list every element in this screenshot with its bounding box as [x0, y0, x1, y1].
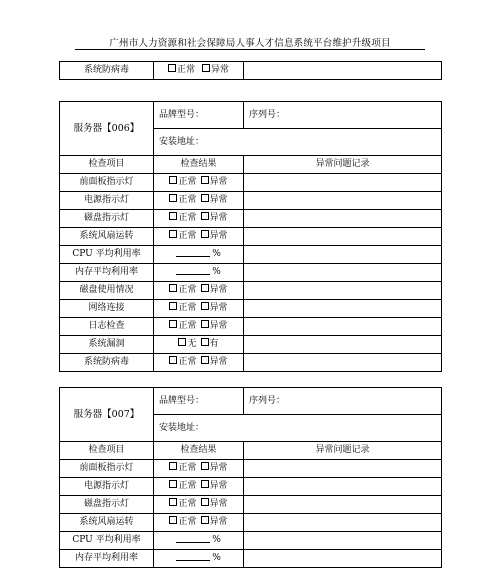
checkbox-icon[interactable] [169, 462, 177, 470]
server-table-006 [59, 101, 442, 372]
check-result-cell: 正常 异常 [154, 460, 244, 478]
issue-record-cell[interactable] [244, 282, 442, 300]
table-row [60, 300, 442, 318]
percent-blank[interactable] [176, 266, 210, 275]
table-row [60, 514, 442, 532]
install-address-field[interactable]: 安装地址： [154, 129, 442, 156]
check-result-cell: 正常 异常 [154, 174, 244, 192]
check-result-cell: % [154, 246, 244, 264]
issue-record-cell[interactable] [244, 174, 442, 192]
check-result-cell: % [154, 264, 244, 282]
check-item-label: CPU 平均利用率 [60, 246, 154, 264]
check-result-cell: 正常 异常 [154, 318, 244, 336]
checkbox-icon[interactable] [169, 176, 177, 184]
issue-record-cell[interactable] [244, 532, 442, 550]
checkbox-icon[interactable] [169, 284, 177, 292]
checkbox-icon[interactable] [201, 212, 209, 220]
col-header-result: 检查结果 [154, 156, 244, 174]
table-row [60, 282, 442, 300]
table-row [60, 496, 442, 514]
table-row [60, 210, 442, 228]
col-header-issue: 异常问题记录 [244, 156, 442, 174]
issue-record-cell[interactable] [244, 478, 442, 496]
table-row [60, 336, 442, 354]
checkbox-icon[interactable] [169, 516, 177, 524]
checkbox-icon[interactable] [201, 194, 209, 202]
check-result-cell: 正常 异常 [154, 300, 244, 318]
check-item-label: 内存平均利用率 [60, 550, 154, 568]
brand-model-field[interactable]: 品牌型号： [154, 102, 244, 129]
checkbox-icon[interactable] [201, 320, 209, 328]
table-row [60, 532, 442, 550]
checkbox-icon[interactable] [169, 230, 177, 238]
column-header-row [60, 156, 442, 174]
check-result-cell: 正常 异常 [154, 228, 244, 246]
checkbox-icon[interactable] [201, 302, 209, 310]
check-result-cell: % [154, 532, 244, 550]
issue-record-cell[interactable] [244, 460, 442, 478]
server-info-row [60, 388, 442, 415]
checkbox-icon[interactable] [201, 284, 209, 292]
check-item-label: 系统风扇运转 [60, 228, 154, 246]
check-item-label: 系统漏洞 [60, 336, 154, 354]
checkbox-icon[interactable] [169, 356, 177, 364]
check-item-label: 磁盘使用情况 [60, 282, 154, 300]
check-result-cell: 正常 异常 [154, 62, 244, 80]
checkbox-icon[interactable] [202, 64, 210, 72]
issue-record-cell[interactable] [244, 550, 442, 568]
col-header-issue: 异常问题记录 [244, 442, 442, 460]
check-result-cell: 正常 异常 [154, 192, 244, 210]
install-address-field[interactable]: 安装地址： [154, 415, 442, 442]
issue-record-cell[interactable] [244, 264, 442, 282]
page-header-title: 广州市人力资源和社会保障局人事人才信息系统平台维护升级项目 [109, 38, 391, 49]
checkbox-icon[interactable] [201, 176, 209, 184]
check-result-cell: 正常 异常 [154, 514, 244, 532]
check-result-cell: 正常 异常 [154, 210, 244, 228]
col-header-item: 检查项目 [60, 156, 154, 174]
percent-blank[interactable] [176, 552, 210, 561]
percent-blank[interactable] [176, 534, 210, 543]
table-row [60, 264, 442, 282]
check-result-cell: 正常 异常 [154, 478, 244, 496]
check-item-label: CPU 平均利用率 [60, 532, 154, 550]
percent-blank[interactable] [176, 248, 210, 257]
table-row [60, 318, 442, 336]
checkbox-icon[interactable] [178, 338, 186, 346]
column-header-row [60, 442, 442, 460]
checkbox-icon[interactable] [169, 302, 177, 310]
server-name: 服务器【006】 [60, 102, 154, 156]
check-item-label: 网络连接 [60, 300, 154, 318]
server-table-007 [59, 387, 442, 568]
checkbox-icon[interactable] [201, 230, 209, 238]
check-result-cell: 无 有 [154, 336, 244, 354]
issue-record-cell[interactable] [244, 336, 442, 354]
server-info-row [60, 102, 442, 129]
col-header-item: 检查项目 [60, 442, 154, 460]
serial-number-field[interactable]: 序列号： [244, 388, 442, 415]
table-row [60, 246, 442, 264]
table-row [60, 192, 442, 210]
check-item-label: 系统风扇运转 [60, 514, 154, 532]
header-rule [75, 49, 425, 50]
table-row [60, 478, 442, 496]
check-item-label: 内存平均利用率 [60, 264, 154, 282]
table-row [60, 550, 442, 568]
checkbox-icon[interactable] [169, 480, 177, 488]
issue-record-cell[interactable] [244, 354, 442, 372]
checkbox-icon[interactable] [169, 194, 177, 202]
table-row [60, 228, 442, 246]
check-item-label: 前面板指示灯 [60, 174, 154, 192]
checkbox-icon[interactable] [169, 320, 177, 328]
issue-record-cell[interactable] [244, 228, 442, 246]
checkbox-icon[interactable] [201, 462, 209, 470]
check-item-label: 电源指示灯 [60, 192, 154, 210]
checkbox-icon[interactable] [201, 480, 209, 488]
serial-number-field[interactable]: 序列号： [244, 102, 442, 129]
table-row [60, 354, 442, 372]
checkbox-icon[interactable] [169, 498, 177, 506]
checkbox-icon[interactable] [201, 516, 209, 524]
checkbox-icon[interactable] [169, 212, 177, 220]
check-item-label: 前面板指示灯 [60, 460, 154, 478]
check-item-label: 日志检查 [60, 318, 154, 336]
check-result-cell: 正常 异常 [154, 282, 244, 300]
check-item-label: 系统防病毒 [60, 354, 154, 372]
issue-record-cell[interactable] [244, 514, 442, 532]
col-header-result: 检查结果 [154, 442, 244, 460]
issue-record-cell[interactable] [244, 246, 442, 264]
check-result-cell: % [154, 550, 244, 568]
brand-model-field[interactable]: 品牌型号： [154, 388, 244, 415]
checkbox-icon[interactable] [201, 338, 209, 346]
checkbox-icon[interactable] [201, 356, 209, 364]
top-check-table [59, 61, 442, 80]
table-row [60, 174, 442, 192]
issue-record-cell[interactable] [244, 300, 442, 318]
issue-record-cell[interactable] [244, 62, 442, 80]
issue-record-cell[interactable] [244, 318, 442, 336]
issue-record-cell[interactable] [244, 496, 442, 514]
check-item-label: 系统防病毒 [60, 62, 154, 80]
issue-record-cell[interactable] [244, 210, 442, 228]
checkbox-icon[interactable] [201, 498, 209, 506]
check-item-label: 磁盘指示灯 [60, 210, 154, 228]
check-item-label: 磁盘指示灯 [60, 496, 154, 514]
checkbox-icon[interactable] [168, 64, 176, 72]
table-row [60, 62, 442, 80]
check-item-label: 电源指示灯 [60, 478, 154, 496]
server-name: 服务器【007】 [60, 388, 154, 442]
check-result-cell: 正常 异常 [154, 496, 244, 514]
issue-record-cell[interactable] [244, 192, 442, 210]
check-result-cell: 正常 异常 [154, 354, 244, 372]
table-row [60, 460, 442, 478]
